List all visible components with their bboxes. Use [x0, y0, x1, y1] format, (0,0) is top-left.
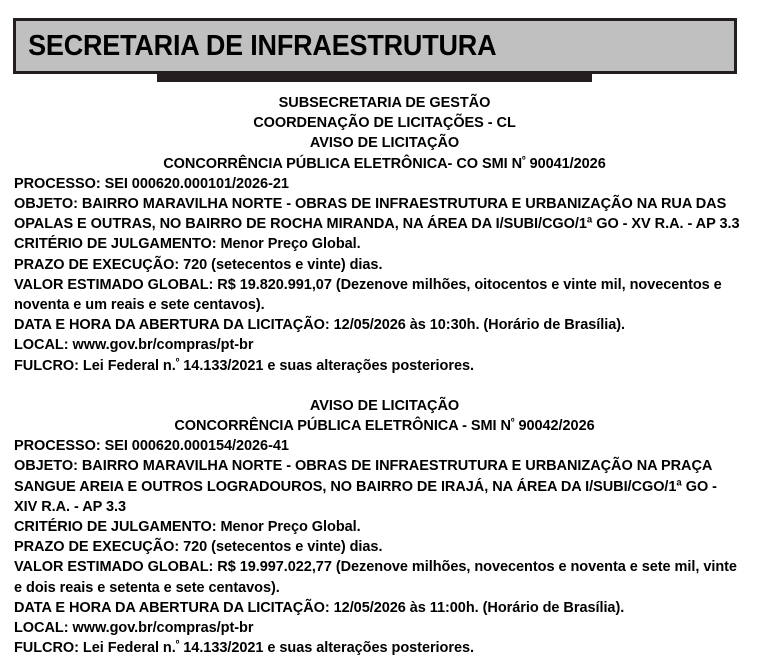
- notice-fulcro-suffix: 14.133/2021 e suas alterações posteriores.: [179, 639, 474, 657]
- ordinal-marker-icon: º: [510, 417, 515, 429]
- notice-block: [14, 133, 755, 375]
- notice-valor-line: noventa e um reais e sete centavos).: [14, 296, 265, 314]
- ordinal-marker-icon: º: [175, 357, 180, 369]
- notice-valor-line: VALOR ESTIMADO GLOBAL: R$ 19.820.991,07 (Dezenove milhões, oitocentos e vinte mil, novecentos e: [14, 275, 722, 293]
- org-coordenacao: COORDENAÇÃO DE LICITAÇÕES - CL: [253, 114, 516, 132]
- notice-prazo: PRAZO DE EXECUÇÃO: 720 (setecentos e vinte) dias.: [14, 538, 383, 556]
- notice-criterio: CRITÉRIO DE JULGAMENTO: Menor Preço Global.: [14, 518, 361, 536]
- notice-modalidade: [31, 154, 739, 174]
- notice-aviso-title: AVISO DE LICITAÇÃO: [309, 396, 460, 414]
- notice-local: LOCAL: www.gov.br/compras/pt-br: [14, 336, 254, 354]
- notice-processo: PROCESSO: SEI 000620.000154/2026-41: [14, 437, 289, 455]
- notice-criterio: CRITÉRIO DE JULGAMENTO: Menor Preço Global.: [14, 235, 361, 253]
- notice-objeto-line: XIV R.A. - AP 3.3: [14, 497, 127, 515]
- ordinal-marker-icon: º: [175, 639, 180, 651]
- notice-prazo: PRAZO DE EXECUÇÃO: 720 (setecentos e vinte) dias.: [14, 255, 383, 273]
- section-divider: [14, 376, 755, 396]
- ordinal-marker-icon: º: [522, 155, 526, 167]
- notice-fulcro: [14, 356, 722, 376]
- notice-fulcro-prefix: FULCRO: Lei Federal n.: [14, 639, 176, 657]
- notice-data-hora: DATA E HORA DA ABERTURA DA LICITAÇÃO: 12/05/2026 às 11:00h. (Horário de Brasília).: [14, 598, 625, 616]
- header-drop-shadow: [157, 74, 592, 82]
- notice-objeto-line: SANGUE AREIA E OUTROS LOGRADOUROS, NO BAIRRO DE IRAJÁ, NA ÁREA DA I/SUBI/CGO/1ª GO -: [14, 477, 717, 495]
- notice-objeto-line: OPALAS E OUTRAS, NO BAIRRO DE ROCHA MIRANDA, NA ÁREA DA I/SUBI/CGO/1ª GO - XV R.A. - AP 3.3: [14, 215, 740, 233]
- notice-data-hora: DATA E HORA DA ABERTURA DA LICITAÇÃO: 12/05/2026 às 10:30h. (Horário de Brasília).: [14, 316, 626, 334]
- notice-objeto-line: OBJETO: BAIRRO MARAVILHA NORTE - OBRAS DE INFRAESTRUTURA E URBANIZAÇÃO NA PRAÇA: [14, 457, 713, 475]
- notice-modalidade-suffix: 90041/2026: [525, 154, 606, 172]
- header-box: [13, 18, 737, 74]
- document-page: [0, 18, 767, 657]
- notice-processo: PROCESSO: SEI 000620.000101/2026-21: [14, 174, 289, 192]
- page-title: SECRETARIA DE INFRAESTRUTURA: [28, 29, 497, 62]
- notice-fulcro-prefix: FULCRO: Lei Federal n.: [14, 356, 176, 374]
- notice-fulcro: [14, 638, 722, 658]
- notice-valor-line: e dois reais e setenta e sete centavos).: [14, 578, 280, 596]
- notice-modalidade-suffix: 90042/2026: [514, 417, 595, 435]
- header-banner: [13, 18, 737, 82]
- notice-block: [14, 396, 755, 658]
- document-body: [0, 82, 767, 658]
- notice-aviso-title: AVISO DE LICITAÇÃO: [309, 134, 460, 152]
- notice-modalidade-prefix: CONCORRÊNCIA PÚBLICA ELETRÔNICA- CO SMI N: [163, 154, 523, 172]
- notice-fulcro-suffix: 14.133/2021 e suas alterações posteriores.: [179, 356, 474, 374]
- notice-valor-line: VALOR ESTIMADO GLOBAL: R$ 19.997.022,77 (Dezenove milhões, novecentos e noventa e sete mil, vinte: [14, 558, 737, 576]
- notice-modalidade-prefix: CONCORRÊNCIA PÚBLICA ELETRÔNICA - SMI N: [174, 417, 511, 435]
- notice-objeto-line: OBJETO: BAIRRO MARAVILHA NORTE - OBRAS DE INFRAESTRUTURA E URBANIZAÇÃO NA RUA DAS: [14, 195, 727, 213]
- notice-local: LOCAL: www.gov.br/compras/pt-br: [14, 619, 254, 637]
- org-subsecretaria: SUBSECRETARIA DE GESTÃO: [278, 94, 491, 111]
- notice-modalidade: [31, 416, 739, 436]
